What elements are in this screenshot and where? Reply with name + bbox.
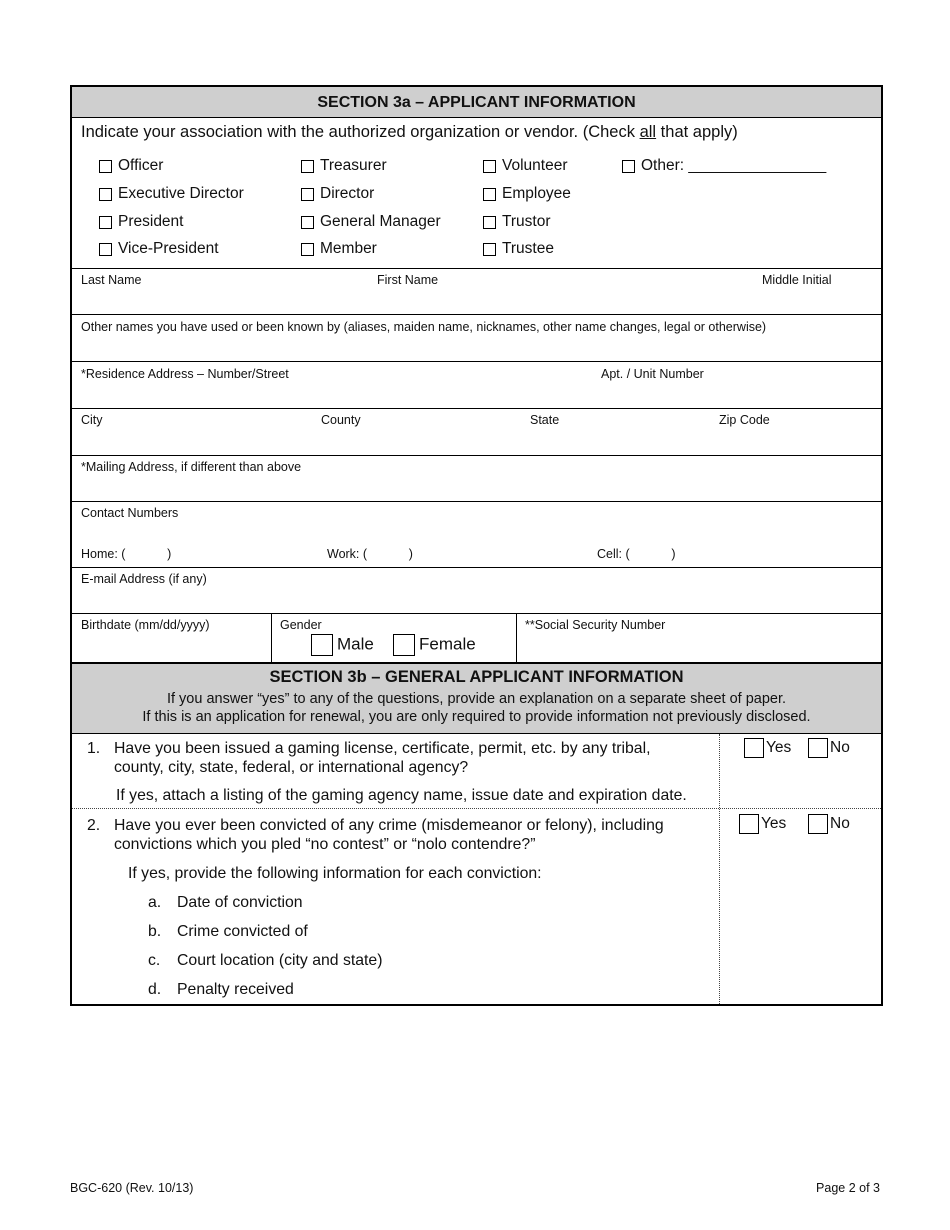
checkbox-general-manager[interactable]: General Manager	[301, 213, 441, 231]
checkbox[interactable]	[808, 814, 828, 834]
form-id: BGC-620 (Rev. 10/13)	[70, 1181, 194, 1195]
conviction-item-text: Court location (city and state)	[177, 952, 383, 969]
checkbox-other[interactable]: Other: ________________	[622, 157, 826, 175]
question-2-yes[interactable]: Yes	[739, 814, 786, 834]
city-label: City	[81, 413, 103, 427]
checkbox-vice-president[interactable]: Vice-President	[99, 240, 219, 258]
work-phone-label: Work: ( )	[327, 547, 413, 561]
state-label: State	[530, 413, 560, 427]
checkbox[interactable]	[483, 243, 496, 256]
last-name-label: Last Name	[81, 273, 142, 287]
checkbox[interactable]	[99, 243, 112, 256]
checkbox[interactable]	[301, 188, 314, 201]
conviction-item-letter: b.	[148, 923, 162, 940]
checkbox[interactable]	[483, 188, 496, 201]
applicant-form	[70, 85, 883, 1006]
conviction-item-letter: c.	[148, 952, 161, 969]
checkbox[interactable]	[99, 216, 112, 229]
section-3b-title: SECTION 3b – GENERAL APPLICANT INFORMATION	[269, 668, 684, 686]
county-label: County	[321, 413, 361, 427]
section-3b-header	[72, 664, 881, 733]
apt-unit-label: Apt. / Unit Number	[601, 367, 704, 381]
question-1-yes[interactable]: Yes	[744, 738, 791, 758]
checkbox-executive-director[interactable]: Executive Director	[99, 185, 244, 203]
checkbox-volunteer[interactable]: Volunteer	[483, 157, 568, 175]
question-2-followup: If yes, provide the following information for each conviction:	[128, 865, 542, 882]
checkbox-officer[interactable]: Officer	[99, 157, 163, 175]
email-label: E-mail Address (if any)	[81, 572, 207, 586]
question-1-followup: If yes, attach a listing of the gaming agency name, issue date and expiration date.	[116, 787, 687, 804]
checkbox[interactable]	[99, 160, 112, 173]
question-1-number: 1.	[87, 740, 101, 757]
checkbox-member[interactable]: Member	[301, 240, 377, 258]
question-2-no[interactable]: No	[808, 814, 850, 834]
checkbox-employee[interactable]: Employee	[483, 185, 571, 203]
question-2-line-1: Have you ever been convicted of any crime (misdemeanor or felony), including	[114, 817, 664, 834]
ssn-label: **Social Security Number	[525, 618, 666, 632]
page-number: Page 2 of 3	[816, 1181, 880, 1195]
section-3b-note-1: If you answer “yes” to any of the questions, provide an explanation on a separate sheet of paper.	[166, 691, 787, 707]
gender-male-option[interactable]: Male	[311, 634, 374, 656]
conviction-item-letter: d.	[148, 981, 162, 998]
checkbox-trustee[interactable]: Trustee	[483, 240, 554, 258]
checkbox[interactable]	[301, 160, 314, 173]
home-phone-label: Home: ( )	[81, 547, 172, 561]
residence-address-label: *Residence Address – Number/Street	[81, 367, 289, 381]
conviction-item-text: Crime convicted of	[177, 923, 308, 940]
gender-label: Gender	[280, 618, 322, 632]
cell-phone-label: Cell: ( )	[597, 547, 676, 561]
contact-numbers-label: Contact Numbers	[81, 506, 179, 520]
checkbox[interactable]	[301, 243, 314, 256]
question-2-line-2: convictions which you pled “no contest” or “nolo contendre?”	[114, 836, 536, 853]
checkbox[interactable]	[744, 738, 764, 758]
checkbox-director[interactable]: Director	[301, 185, 374, 203]
question-1-no[interactable]: No	[808, 738, 850, 758]
mailing-address-label: *Mailing Address, if different than above	[81, 460, 302, 474]
middle-initial-label: Middle Initial	[762, 273, 832, 287]
checkbox[interactable]	[311, 634, 333, 656]
checkbox-trustor[interactable]: Trustor	[483, 213, 551, 231]
birthdate-label: Birthdate (mm/dd/yyyy)	[81, 618, 210, 632]
checkbox-treasurer[interactable]: Treasurer	[301, 157, 387, 175]
question-2-number: 2.	[87, 817, 101, 834]
question-1-line-1: Have you been issued a gaming license, certificate, permit, etc. by any tribal,	[114, 740, 651, 757]
checkbox[interactable]	[483, 160, 496, 173]
section-3b-note-2: If this is an application for renewal, you are only required to provide information not previously disclosed.	[142, 709, 811, 725]
checkbox[interactable]	[483, 216, 496, 229]
first-name-label: First Name	[377, 273, 439, 287]
checkbox[interactable]	[301, 216, 314, 229]
checkbox-president[interactable]: President	[99, 213, 183, 231]
conviction-item-text: Penalty received	[177, 981, 294, 998]
section-3a-header	[72, 87, 881, 117]
zip-code-label: Zip Code	[719, 413, 770, 427]
checkbox[interactable]	[739, 814, 759, 834]
checkbox[interactable]	[622, 160, 635, 173]
gender-female-option[interactable]: Female	[393, 634, 476, 656]
checkbox[interactable]	[393, 634, 415, 656]
conviction-item-text: Date of conviction	[177, 894, 303, 911]
other-names-label: Other names you have used or been known by (aliases, maiden name, nicknames, other name changes, legal or otherwise)	[81, 320, 767, 334]
conviction-item-letter: a.	[148, 894, 162, 911]
association-instruction: Indicate your association with the authorized organization or vendor. (Check all that apply)	[81, 123, 738, 141]
checkbox[interactable]	[808, 738, 828, 758]
checkbox[interactable]	[99, 188, 112, 201]
question-1-line-2: county, city, state, federal, or international agency?	[114, 759, 469, 776]
section-3a-title: SECTION 3a – APPLICANT INFORMATION	[317, 94, 636, 111]
